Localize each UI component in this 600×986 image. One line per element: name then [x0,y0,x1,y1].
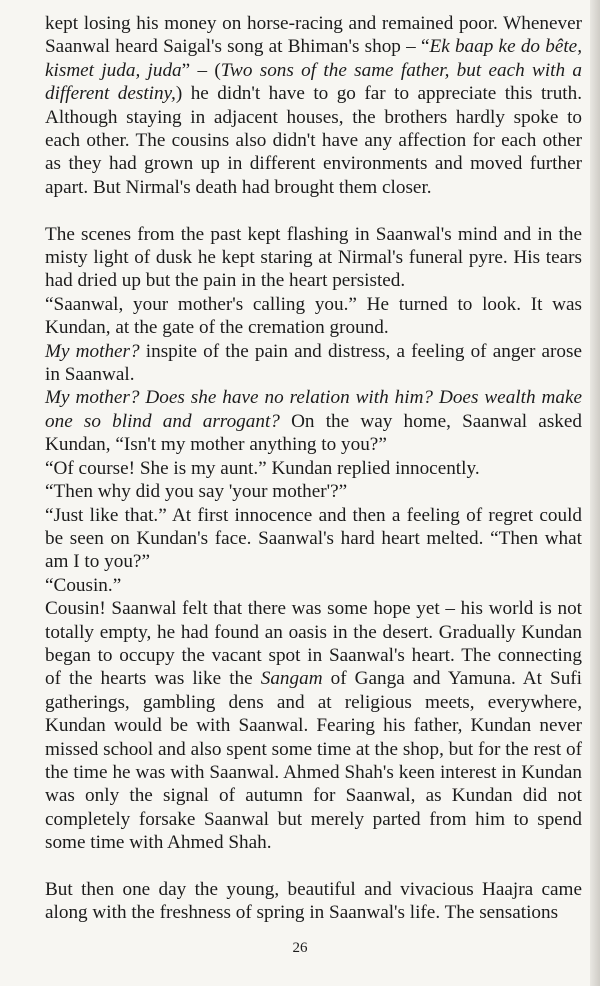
paragraph: Cousin! Saanwal felt that there was some hope yet – his world is not totally empty, he had found an oasis in the desert. Gradually Kundan began to occupy the vacant spot in Saanwal's heart. The connecting of the hearts was like the Sangam of Ganga and Yamuna. At Sufi gatherings, gambling dens and at religious meets, everywhere, Kundan would be with Saanwal. Fearing his father, Kundan never missed school and also spent some time at the shop, but for the rest of the time he was with Saanwal. Ahmed Shah's keen interest in Kundan was only the signal of autumn for Saanwal, as Kundan did not completely forsake Saanwal but merely parted from him to spend some time with Ahmed Shah. [45,598,583,854]
page-number: 26 [292,940,308,956]
page-edge [590,0,600,986]
paragraph: “Cousin.” [45,574,122,596]
paragraph: “Saanwal, your mother's calling you.” He turned to look. It was Kundan, at the gate of the cremation ground. [45,293,582,339]
paragraph: “Of course! She is my aunt.” Kundan replied innocently. [45,457,480,479]
paragraph: The scenes from the past kept flashing in Saanwal's mind and in the misty light of dusk he kept staring at Nirmal's funeral pyre. His tears had dried up but the pain in the heart persisted. [45,223,582,292]
paragraph: My mother? inspite of the pain and distress, a feeling of anger arose in Saanwal. [45,340,582,386]
paragraph: “Just like that.” At first innocence and then a feeling of regret could be seen on Kundan's face. Saanwal's hard heart melted. “Then what am I to you?” [45,504,582,573]
paragraph: My mother? Does she have no relation with him? Does wealth make one so blind and arrogant? On the way home, Saanwal asked Kundan, “Isn't my mother anything to you?” [45,387,582,456]
page-body [45,12,582,925]
paragraph: kept losing his money on horse-racing and remained poor. Whenever Saanwal heard Saigal's song at Bhiman's shop – “Ek baap ke do bête, kismet juda, juda” – (Two sons of the same father, but each with a different destiny,) he didn't have to go far to appreciate this truth. Although staying in adjacent houses, the brothers hardly spoke to each other. The cousins also didn't have any affection for each other as they had grown up in different environments and moved further apart. But Nirmal's death had brought them closer. [45,13,583,198]
paragraph: “Then why did you say 'your mother'?” [45,481,348,503]
paragraph: But then one day the young, beautiful and vivacious Haajra came along with the freshness of spring in Saanwal's life. The sensations [45,879,582,924]
